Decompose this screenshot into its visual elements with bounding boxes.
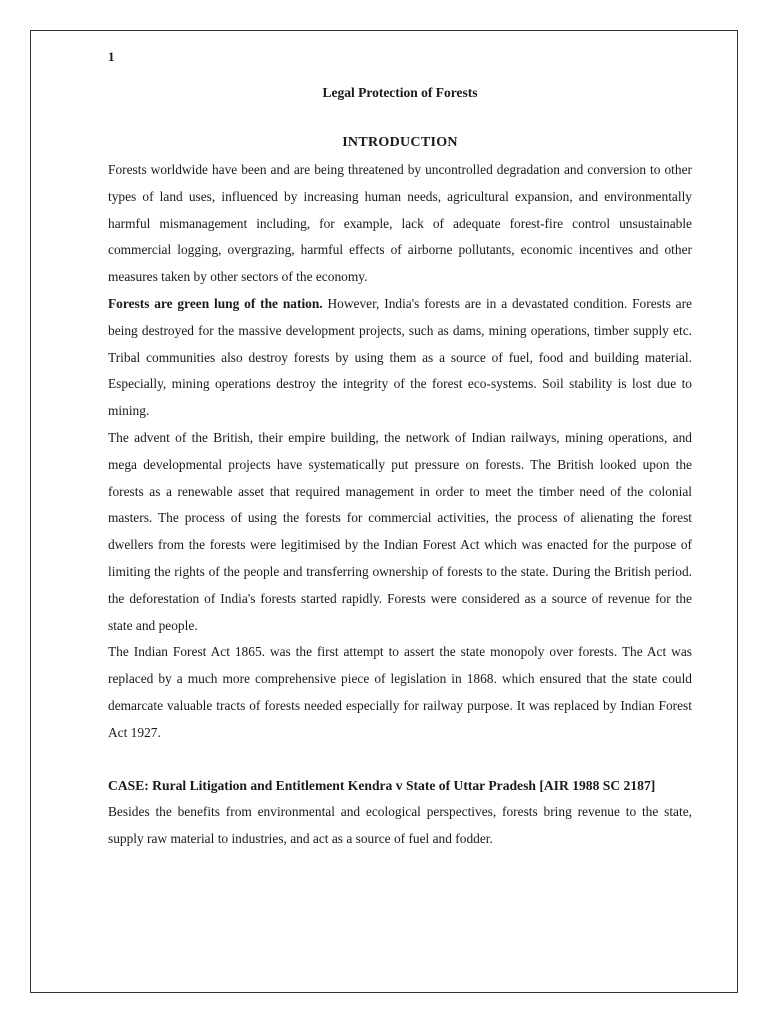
paragraph-2 bbox=[108, 291, 692, 425]
page-content bbox=[108, 45, 692, 853]
document-title: Legal Protection of Forests bbox=[322, 85, 478, 100]
paragraph-4: The Indian Forest Act 1865. was the first attempt to assert the state monopoly over forests. The Act was replaced by a much more comprehensive piece of legislation in 1868. which ensured that the state could demarcate valuable tracts of forests needed especially for railway purpose. It was replaced by Indian Forest Act 1927. bbox=[108, 644, 692, 740]
paragraph-5: Besides the benefits from environmental and ecological perspectives, forests bring revenue to the state, supply raw material to industries, and act as a source of fuel and fodder. bbox=[108, 804, 692, 847]
paragraph-3: The advent of the British, their empire building, the network of Indian railways, mining operations, and mega developmental projects have systematically put pressure on forests. The British looked upon the forests as a renewable asset that required management in order to meet the timber need of the colonial masters. The process of using the forests for commercial activities, the process of alienating the forest dwellers from the forests were legitimised by the Indian Forest Act which was enacted for the purpose of limiting the rights of the people and transferring ownership of forests to the state. During the British period. the deforestation of India's forests started rapidly. Forests were considered as a source of revenue for the state and people. bbox=[108, 429, 692, 633]
paragraph-2-body: However, India's forests are in a devastated condition. Forests are being destroyed for the massive development projects, such as dams, mining operations, timber supply etc. Tribal communities also destroy forests by using them as a source of fuel, food and building material. Especially, mining operations destroy the integrity of the forest eco-systems. Soil stability is lost due to mining. bbox=[108, 295, 692, 419]
document-page bbox=[30, 30, 738, 993]
case-heading: CASE: Rural Litigation and Entitlement Kendra v State of Uttar Pradesh [AIR 1988 SC 2187] bbox=[108, 777, 656, 793]
paragraph-1: Forests worldwide have been and are being threatened by uncontrolled degradation and conversion to other types of land uses, influenced by increasing human needs, agricultural expansion, and environmentally harmful mismanagement including, for example, lack of adequate forest-fire control unsustainable commercial logging, overgrazing, harmful effects of airborne pollutants, economic incentives and other measures taken by other sectors of the economy. bbox=[108, 162, 692, 285]
page-number: 1 bbox=[108, 49, 115, 64]
paragraph-2-bold-lead: Forests are green lung of the nation. bbox=[108, 295, 323, 311]
section-heading-introduction: INTRODUCTION bbox=[342, 135, 458, 150]
